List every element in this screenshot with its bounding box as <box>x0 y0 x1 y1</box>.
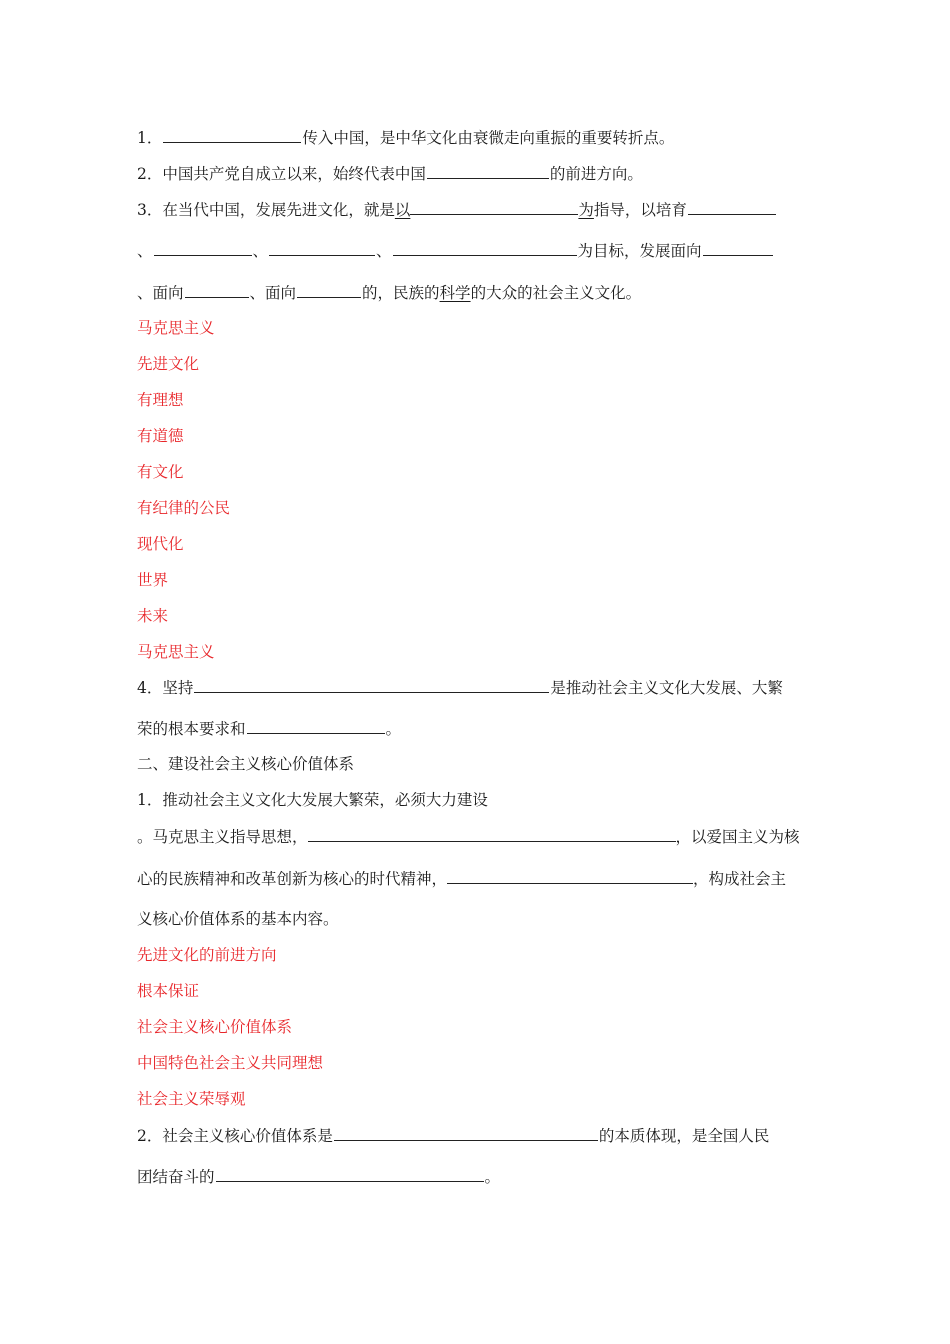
answer-item: 社会主义核心价值体系 <box>137 1018 293 1036</box>
answer-item: 有理想 <box>137 391 184 409</box>
answer-item: 有纪律的公民 <box>137 499 231 517</box>
question-2 <box>137 163 806 184</box>
answer-item: 马克思主义 <box>137 643 215 661</box>
s2q1-blank-1[interactable] <box>308 826 676 842</box>
question-3-line-2 <box>137 240 806 261</box>
section-heading: 二、建设社会主义核心价值体系 <box>137 755 355 773</box>
s2q1-line3-before: 心的民族精神和改革创新为核心的时代精神， <box>137 870 448 888</box>
answer-item: 先进文化 <box>137 355 200 373</box>
q3-blank-1[interactable] <box>688 199 776 215</box>
q3-blank-5[interactable] <box>703 240 773 256</box>
q2-text-after: 的前进方向。 <box>549 165 643 183</box>
q3-blank-guide[interactable] <box>410 199 578 215</box>
s2q2-text-before: 2．社会主义核心价值体系是 <box>137 1127 333 1145</box>
question-4-line-1 <box>137 677 806 698</box>
s2q2-blank-2[interactable] <box>216 1166 484 1182</box>
answer-item: 未来 <box>137 607 169 625</box>
s2-question-1-line-1: 1．推动社会主义文化大发展大繁荣，必须大力建设 <box>137 791 488 809</box>
q3-line3-a: 、面向 <box>137 284 184 302</box>
q3-line2-after: 为目标，发展面向 <box>577 242 702 260</box>
q4-text-before: 4．坚持 <box>137 679 194 697</box>
q4-blank-1[interactable] <box>194 677 549 693</box>
q3-line3-d: 的大众的社会主义文化。 <box>470 284 642 302</box>
q3-line3-b: 、面向 <box>249 284 297 302</box>
answer-item: 马克思主义 <box>137 319 215 337</box>
answer-item: 社会主义荣辱观 <box>137 1090 246 1108</box>
q3-blank-2[interactable] <box>154 240 252 256</box>
answer-item: 先进文化的前进方向 <box>137 946 277 964</box>
s2q2-line2-before: 团结奋斗的 <box>137 1168 215 1186</box>
q4-text-after: 是推动社会主义文化大发展、大繁 <box>550 679 783 697</box>
answer-item: 中国特色社会主义共同理想 <box>137 1054 324 1072</box>
s2-question-1-line-3 <box>137 868 806 889</box>
question-3-line-3 <box>137 282 806 303</box>
q3-underlined-kexue: 科学 <box>439 284 471 302</box>
s2q1-line2-after: ，以爱国主义为核 <box>675 828 800 846</box>
answer-item: 有文化 <box>137 463 184 481</box>
q3-blank-6[interactable] <box>185 282 249 298</box>
s2q2-text-after: 的本质体现，是全国人民 <box>598 1127 770 1145</box>
q3-blank-4[interactable] <box>393 240 577 256</box>
q1-blank[interactable] <box>163 127 301 143</box>
q3-text-mid: 指导，以培育 <box>593 201 687 219</box>
q1-number: 1． <box>137 129 163 147</box>
q1-text: 传入中国，是中华文化由衰微走向重振的重要转折点。 <box>302 129 675 147</box>
q3-sep-2: 、 <box>252 242 269 260</box>
s2q1-blank-2[interactable] <box>447 868 693 884</box>
q4-line2-before: 荣的根本要求和 <box>137 720 246 738</box>
q3-blank-3[interactable] <box>269 240 375 256</box>
s2-question-2-line-1 <box>137 1125 806 1146</box>
answer-item: 根本保证 <box>137 982 200 1000</box>
s2-question-1-line-4: 义核心价值体系的基本内容。 <box>137 910 339 928</box>
s2q1-line3-after: ，构成社会主 <box>693 870 787 888</box>
q3-line3-c: 的，民族的 <box>362 284 440 302</box>
q3-underlined-yi: 以 <box>394 201 411 219</box>
q4-line2-after: 。 <box>385 720 402 738</box>
question-4-line-2 <box>137 718 806 739</box>
question-1 <box>137 127 806 148</box>
q2-blank[interactable] <box>427 163 549 179</box>
s2q2-line2-after: 。 <box>484 1168 501 1186</box>
q3-underlined-wei: 为 <box>578 201 594 219</box>
s2-question-1-line-2 <box>137 826 806 847</box>
q2-text-before: 2．中国共产党自成立以来，始终代表中国 <box>137 165 426 183</box>
s2q1-line2-before: 。马克思主义指导思想， <box>137 828 308 846</box>
answer-item: 世界 <box>137 571 169 589</box>
s2-question-2-line-2 <box>137 1166 806 1187</box>
question-3-line-1 <box>137 199 806 220</box>
s2q2-blank-1[interactable] <box>334 1125 598 1141</box>
q3-sep-1: 、 <box>137 242 153 260</box>
q3-blank-7[interactable] <box>297 282 361 298</box>
q3-text-before: 3．在当代中国，发展先进文化，就是 <box>137 201 395 219</box>
answer-item: 现代化 <box>137 535 184 553</box>
answer-item: 有道德 <box>137 427 184 445</box>
q3-sep-3: 、 <box>376 242 392 260</box>
q4-blank-2[interactable] <box>247 718 385 734</box>
